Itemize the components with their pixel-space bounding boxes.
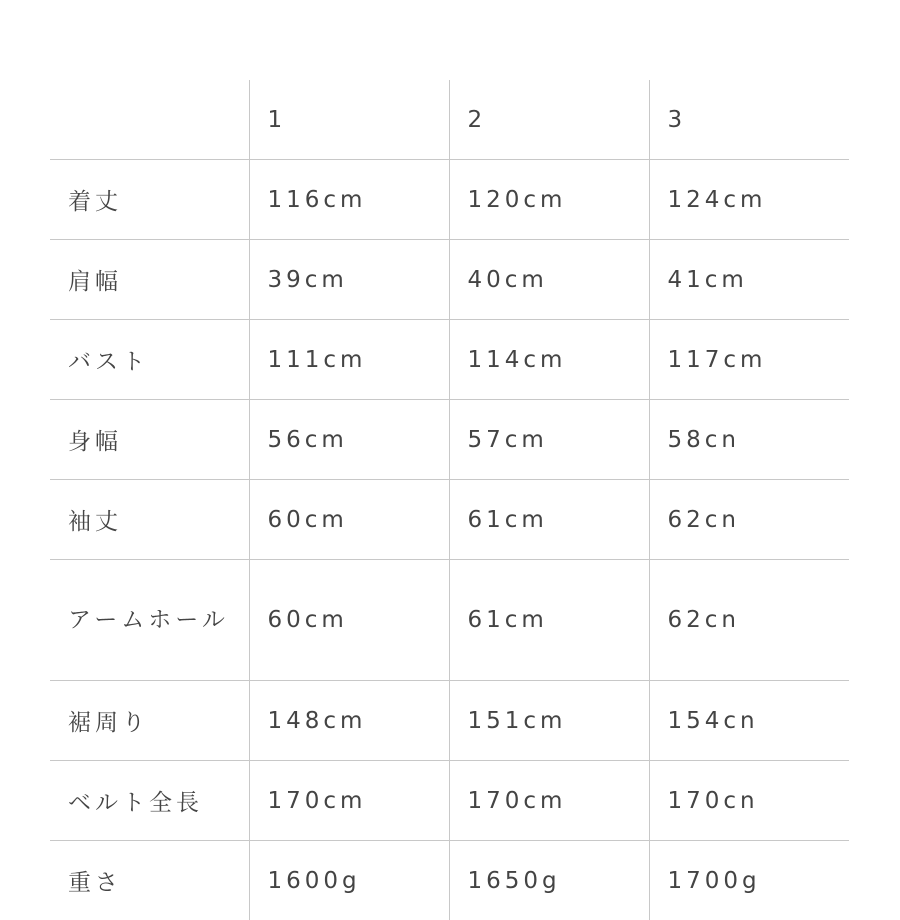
table-row — [50, 841, 849, 920]
row-label: バスト — [50, 320, 249, 400]
header-cell-size-3: 3 — [649, 80, 849, 160]
table-cell: 62cn — [649, 480, 849, 560]
table-cell: 61cm — [449, 560, 649, 681]
table-cell: 56cm — [249, 400, 449, 480]
table-row — [50, 240, 849, 320]
header-cell-empty — [50, 80, 249, 160]
row-label: アームホール — [50, 560, 249, 681]
row-label: 肩幅 — [50, 240, 249, 320]
table-cell: 116cm — [249, 160, 449, 240]
table-cell: 120cm — [449, 160, 649, 240]
table-row — [50, 761, 849, 841]
table-row — [50, 480, 849, 560]
row-label: 重さ — [50, 841, 249, 920]
table-cell: 170cm — [249, 761, 449, 841]
table-cell: 1600g — [249, 841, 449, 920]
header-cell-size-1: 1 — [249, 80, 449, 160]
table-cell: 151cm — [449, 681, 649, 761]
table-cell: 1650g — [449, 841, 649, 920]
table-cell: 124cm — [649, 160, 849, 240]
table-cell: 57cm — [449, 400, 649, 480]
table-cell: 1700g — [649, 841, 849, 920]
header-cell-size-2: 2 — [449, 80, 649, 160]
table-cell: 154cn — [649, 681, 849, 761]
table-cell: 111cm — [249, 320, 449, 400]
table-row — [50, 681, 849, 761]
row-label: 身幅 — [50, 400, 249, 480]
table-cell: 58cn — [649, 400, 849, 480]
table-cell: 39cm — [249, 240, 449, 320]
size-table — [50, 80, 849, 920]
table-cell: 60cm — [249, 560, 449, 681]
row-label: 裾周り — [50, 681, 249, 761]
table-cell: 117cm — [649, 320, 849, 400]
header-row — [50, 80, 849, 160]
row-label: 着丈 — [50, 160, 249, 240]
table-cell: 41cm — [649, 240, 849, 320]
table-row — [50, 320, 849, 400]
row-label: ベルト全長 — [50, 761, 249, 841]
table-row — [50, 400, 849, 480]
table-row — [50, 560, 849, 681]
table-cell: 170cn — [649, 761, 849, 841]
table-cell: 170cm — [449, 761, 649, 841]
table-cell: 62cn — [649, 560, 849, 681]
table-cell: 40cm — [449, 240, 649, 320]
table-cell: 60cm — [249, 480, 449, 560]
table-row — [50, 160, 849, 240]
table-cell: 148cm — [249, 681, 449, 761]
row-label: 袖丈 — [50, 480, 249, 560]
table-cell: 61cm — [449, 480, 649, 560]
table-cell: 114cm — [449, 320, 649, 400]
